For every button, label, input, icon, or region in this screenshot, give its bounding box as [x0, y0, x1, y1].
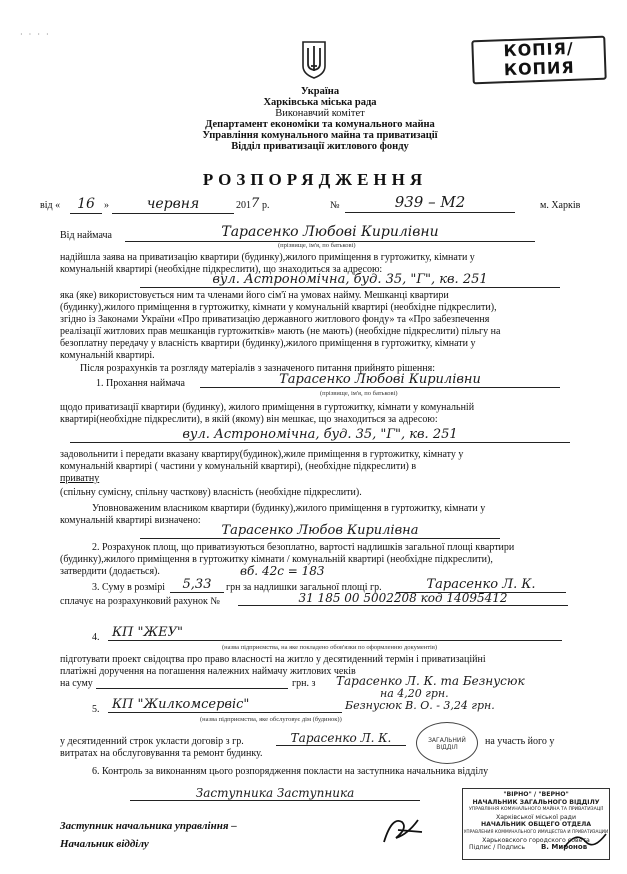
- item1-line4: задовольнити і передати вказану квартиру(будинок),жиле приміщення в гуртожитку, кімнату у: [60, 449, 464, 460]
- header-division: Відділ приватизації житлового фонду: [231, 141, 409, 152]
- item1-line8: Уповноваженим власником квартири (будинку),жилого приміщення в гуртожитку, кімнати у: [92, 503, 486, 514]
- item5-line2b: на участь його у: [485, 736, 555, 747]
- item4-org-handwritten: КП "ЖЕУ": [108, 625, 562, 641]
- signature-icon: [378, 812, 428, 848]
- header-management: Управління комунального майна та приватизації: [202, 130, 438, 141]
- round-stamp-line2: ВІДДІЛ: [436, 744, 458, 752]
- item1-address-handwritten: вул. Астрономічна, буд. 35, "Г", кв. 251: [70, 427, 570, 443]
- header-department: Департамент економіки та комунального майна: [205, 119, 435, 130]
- item4-label: 4.: [92, 632, 100, 643]
- verified-stamp-line7: Харьковского городского совета: [482, 836, 590, 844]
- header-city-council: Харківська міська рада: [263, 97, 377, 108]
- copy-stamp-line1: КОПІЯ/: [503, 38, 575, 61]
- item1-line6: приватну: [60, 473, 100, 484]
- copy-stamp: [471, 36, 606, 85]
- item6-handwritten: Заступника Заступника: [130, 786, 420, 801]
- item1-line7: (спільну сумісну, спільну часткову) власність (необхідне підкреслити).: [60, 487, 362, 498]
- item3-amount-handwritten: 5,33: [170, 577, 224, 593]
- item4-names-handwritten: Тарасенко Л. К. та Безнусюк: [336, 674, 525, 688]
- date-day: 16: [70, 196, 102, 214]
- item3-mid: грн за надлишки загальної площі гр.: [226, 582, 382, 593]
- round-stamp-line1: ЗАГАЛЬНИЙ: [428, 737, 466, 744]
- item4-line4b: грн. з: [292, 678, 316, 689]
- item5-line2a: у десятиденний строк укласти договір з гр.: [60, 736, 244, 747]
- verified-stamp-line6: УПРАВЛЕНИЯ КОММУНАЛЬНОГО ИМУЩЕСТВА И ПРИВАТИЗАЦИИ: [463, 829, 609, 835]
- date-year-suffix: р.: [262, 200, 270, 211]
- document-header: [120, 86, 520, 152]
- copy-stamp-line2: КОПИЯ: [503, 57, 575, 80]
- signature-line1: Заступник начальника управління –: [60, 820, 237, 832]
- item4-amount1-handwritten: на 4,20 грн.: [380, 687, 449, 700]
- item4-line2: підготувати проект свідоцтва про право власності на житло у десятиденний термін і приватизаційні: [60, 654, 486, 665]
- item5-org-handwritten: КП "Жилкомсервіс": [108, 697, 342, 713]
- item4-line4a: на суму: [60, 678, 93, 689]
- item3-account-handwritten: 31 185 00 5002208 код 14095412: [238, 591, 568, 606]
- item1-name-handwritten: Тарасенко Любові Кирилівни: [200, 372, 560, 388]
- verified-stamp-line1: "ВІРНО" / "ВЕРНО": [503, 791, 569, 798]
- p2-line6: комунальній квартирі.: [60, 350, 155, 361]
- item4-line3: платіжні доручення на погашення належних наймачу житлових чеків: [60, 666, 356, 677]
- trident-emblem-icon: [300, 40, 328, 80]
- item1-owner-handwritten: Тарасенко Любов Кирилівна: [140, 523, 500, 539]
- date-year-prefix: 201: [236, 200, 251, 211]
- date-prefix: від «: [40, 200, 61, 211]
- item1-line9: комунальній квартирі визначено:: [60, 515, 201, 526]
- item4-amount2-handwritten: Безнусюк В. О. - 3,24 грн.: [345, 699, 495, 712]
- p3-line1: Після розрахунків та розгляду матеріалів з зазначеного питання прийнято рішення:: [80, 363, 435, 374]
- item1-line3: квартирі(необхідне підкреслити), в якій (якому) він мешкає, що знаходиться за адресою:: [60, 414, 438, 425]
- p2-line4: реалізації житлових прав мешканців гуртожитків» мають (не мають) (необхідне підкреслити) пільгу на: [60, 326, 501, 337]
- p2-line5: безоплатну передачу у власність квартири (будинку),жилого приміщення в гуртожитку, кімнати у: [60, 338, 476, 349]
- header-exec-committee: Виконавчий комітет: [275, 108, 365, 119]
- item1-line5: комунальній квартирі ( частини у комунальній квартирі), (необхідне підкреслити) в: [60, 461, 417, 472]
- applicant-name: Тарасенко Любові Кирилівни: [125, 224, 535, 242]
- stamp-signature-icon: [560, 828, 610, 854]
- header-country: Україна: [300, 86, 340, 97]
- corner-mark: · · · ·: [20, 30, 51, 39]
- order-number: 939 – М2: [345, 194, 515, 213]
- item6-line1: 6. Контроль за виконанням цього розпорядження покласти на заступника начальника відділу: [92, 766, 489, 777]
- item2-line2: (будинку),жилого приміщення в гуртожитку кімнати / комунальній квартирі (необхідне підкреслити),: [60, 554, 493, 565]
- item1-label: 1. Прохання наймача: [96, 378, 185, 389]
- date-month: червня: [112, 196, 234, 214]
- date-year-digit: 7: [251, 196, 260, 211]
- p2-line3: згідно із Законами України «Про приватизацію державного житлового фонду» та «Про забезпечення: [60, 314, 490, 325]
- p2-line2: (будинку),жилого приміщення в гуртожитку, кімнати у комунальній квартирі (необхідне підкреслити),: [60, 302, 497, 313]
- applicant-label: Від наймача: [60, 230, 112, 241]
- verified-stamp-line5: НАЧАЛЬНИК ОБЩЕГО ОТДЕЛА: [480, 821, 592, 829]
- item3-line2: сплачує на розрахунковий рахунок №: [60, 596, 220, 607]
- date-city: м. Харків: [540, 200, 581, 211]
- order-number-label: №: [330, 200, 340, 211]
- item1-line2: щодо приватизації квартири (будинку), жилого приміщення в гуртожитку, кімнати у комунальній: [60, 402, 475, 413]
- item5-caption: (назва підприємства, яке обслуговує дім (будинок)): [200, 716, 342, 723]
- date-line: [40, 193, 600, 214]
- verified-stamp-line3: УПРАВЛІННЯ КОМУНАЛЬНОГО МАЙНА ТА ПРИВАТИЗАЦІЇ: [468, 807, 604, 813]
- p1-line2: комунальній квартирі (необхідне підкреслити), що знаходиться за адресою:: [60, 264, 383, 275]
- item2-line3: затвердити (додається).: [60, 566, 160, 577]
- applicant-caption: (прізвище, ім'я, по батькові): [278, 242, 356, 249]
- item2-handwritten: вб. 42с = 183: [240, 564, 325, 578]
- p2-line1: яка (яке) використовується ним та членами його сім'ї на умовах найму. Мешканці квартири: [60, 290, 449, 301]
- address-handwritten: вул. Астрономічна, буд. 35, "Г", кв. 251: [140, 272, 560, 288]
- item1-caption: (прізвище, ім'я, по батькові): [320, 390, 398, 397]
- verified-stamp-line2: НАЧАЛЬНИК ЗАГАЛЬНОГО ВІДДІЛУ: [472, 798, 600, 806]
- item4-caption: (назва підприємства, на яке покладено обов'язки по оформленню документів): [222, 644, 438, 651]
- verified-stamp-line8: Підпис / Подпись: [469, 844, 525, 852]
- verified-stamp-name: В. Миронов: [540, 843, 588, 852]
- general-division-round-stamp: [416, 722, 478, 764]
- item5-name-handwritten: Тарасенко Л. К.: [276, 731, 406, 746]
- verified-stamp-line4: Харківської міської ради: [496, 813, 576, 821]
- item5-label: 5.: [92, 704, 100, 715]
- item4-sum-blank: [96, 688, 288, 689]
- item5-line3: витратах на обслуговування та ремонт будинку.: [60, 748, 263, 759]
- item3-name-handwritten: Тарасенко Л. К.: [396, 577, 566, 593]
- item2-line1: 2. Розрахунок площ, що приватизуються безоплатно, вартості надлишків загальної площі квартири: [92, 542, 515, 553]
- document-title: РОЗПОРЯДЖЕННЯ: [202, 170, 428, 189]
- p1-line1: надійшла заява на приватизацію квартири (будинку),жилого приміщення в гуртожитку, кімнати у: [60, 252, 475, 263]
- item3-label: 3. Суму в розмірі: [92, 582, 166, 593]
- date-mid: »: [104, 200, 109, 211]
- signature-line2: Начальник відділу: [60, 838, 149, 850]
